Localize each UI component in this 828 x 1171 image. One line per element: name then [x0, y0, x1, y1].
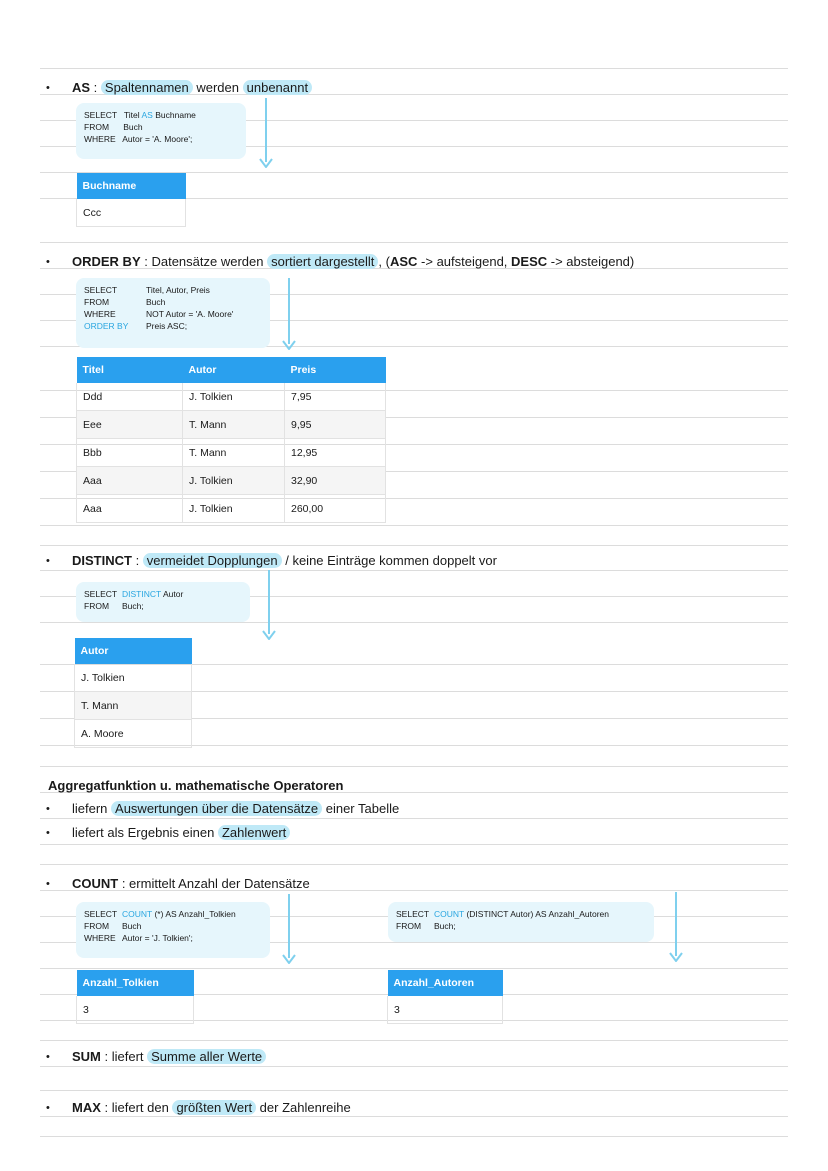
table-cell: 9,95 [285, 411, 386, 439]
sum-keyword: SUM [72, 1049, 101, 1064]
table-row [77, 439, 386, 467]
ruling-line [40, 766, 788, 767]
orderby-heading-line [72, 254, 634, 269]
ruling-line [40, 864, 788, 865]
code-text: (*) AS Anzahl_Tolkien [154, 909, 236, 919]
table-cell: J. Tolkien [183, 467, 285, 495]
table-cell: Aaa [77, 467, 183, 495]
table-header: Autor [75, 638, 192, 664]
code-keyword: FROM [84, 297, 110, 307]
code-text: Autor = 'J. Tolkien'; [122, 933, 193, 943]
count-result-table-1 [76, 970, 194, 1024]
highlight: Auswertungen über die Datensätze [111, 801, 322, 816]
table-cell: J. Tolkien [75, 664, 192, 692]
code-text: Autor = 'A. Moore'; [122, 134, 193, 144]
table-cell: T. Mann [183, 439, 285, 467]
code-keyword: SELECT [84, 909, 118, 919]
highlight: größten Wert [172, 1100, 256, 1115]
orderby-code-block [76, 278, 270, 348]
code-keyword: WHERE [84, 309, 116, 319]
highlight: sortiert dargestellt [267, 254, 378, 269]
down-arrow-icon [259, 98, 273, 170]
text-fragment: einer Tabelle [322, 801, 400, 816]
code-keyword: FROM [84, 601, 110, 611]
code-text: Buch [122, 921, 142, 931]
table-cell: Bbb [77, 439, 183, 467]
table-row [77, 383, 386, 411]
table-cell: 12,95 [285, 439, 386, 467]
table-row [77, 411, 386, 439]
code-text: Titel [123, 110, 140, 120]
table-row [77, 495, 386, 523]
ruling-line [40, 525, 788, 526]
code-text: Autor [162, 589, 184, 599]
text-fragment: / keine Einträge kommen doppelt vor [281, 553, 497, 568]
distinct-keyword: DISTINCT [72, 553, 132, 568]
table-cell: 32,90 [285, 467, 386, 495]
distinct-result-table [74, 638, 192, 748]
count-code-block-2 [388, 902, 654, 942]
ruling-line [40, 818, 788, 819]
down-arrow-icon [669, 892, 683, 964]
sum-line [72, 1049, 266, 1064]
highlight: unbenannt [243, 80, 312, 95]
bullet-point: • [46, 827, 50, 839]
table-header: Buchname [77, 173, 186, 199]
orderby-result-table [76, 357, 386, 523]
ruling-line [40, 545, 788, 546]
ruling-line [40, 968, 788, 969]
code-keyword: SELECT [84, 110, 117, 120]
ruling-line [40, 1066, 788, 1067]
orderby-keyword: ORDER BY [72, 254, 141, 269]
table-cell: Ddd [77, 383, 183, 411]
code-text: Preis ASC; [146, 321, 188, 331]
max-keyword: MAX [72, 1100, 101, 1115]
text-fragment: , ( [378, 254, 390, 269]
as-code-block [76, 103, 246, 159]
table-cell: T. Mann [75, 692, 192, 720]
code-text: Buch; [122, 601, 144, 611]
ruling-line [40, 844, 788, 845]
table-cell: 3 [388, 996, 503, 1024]
ruling-line [40, 622, 788, 623]
table-cell: T. Mann [183, 411, 285, 439]
code-keyword: WHERE [84, 933, 116, 943]
table-cell: A. Moore [75, 720, 192, 748]
table-cell: 260,00 [285, 495, 386, 523]
ruling-line [40, 242, 788, 243]
distinct-heading-line [72, 553, 497, 568]
code-keyword-highlight: ORDER BY [84, 321, 129, 331]
table-cell: Eee [77, 411, 183, 439]
table-cell: J. Tolkien [183, 495, 285, 523]
count-code-block-1 [76, 902, 270, 958]
table-row [75, 720, 192, 748]
bullet-point: • [46, 803, 50, 815]
bullet-point: • [46, 878, 50, 890]
max-line [72, 1100, 351, 1115]
code-text: Buch [146, 297, 166, 307]
down-arrow-icon [282, 894, 296, 966]
text-fragment: : [131, 553, 143, 568]
bullet-point: • [46, 555, 50, 567]
table-header: Autor [183, 357, 285, 383]
as-result-table [76, 173, 186, 227]
code-text: Titel, Autor, Preis [146, 285, 210, 295]
table-cell: J. Tolkien [183, 383, 285, 411]
table-row [75, 692, 192, 720]
asc-keyword: ASC [389, 254, 418, 269]
desc-keyword: DESC [511, 254, 548, 269]
bullet-point: • [46, 1102, 50, 1114]
highlight: Zahlenwert [218, 825, 290, 840]
table-header: Anzahl_Autoren [388, 970, 503, 996]
ruling-line [40, 68, 788, 69]
text-fragment: liefert als Ergebnis einen [72, 825, 218, 840]
code-keyword: SELECT [84, 285, 118, 295]
code-text: (DISTINCT Autor) AS Anzahl_Autoren [466, 909, 609, 919]
ruling-line [40, 1136, 788, 1137]
code-keyword: SELECT [396, 909, 430, 919]
table-row [75, 664, 192, 692]
bullet-point: • [46, 82, 50, 94]
bullet-point: • [46, 256, 50, 268]
code-keyword: FROM [84, 122, 110, 132]
code-text: Buch; [434, 921, 456, 931]
text-fragment: -> absteigend) [547, 254, 635, 269]
down-arrow-icon [262, 570, 276, 642]
table-header: Titel [77, 357, 183, 383]
count-result-table-2 [387, 970, 503, 1024]
code-keyword: FROM [84, 921, 110, 931]
table-cell: Ccc [77, 199, 186, 227]
table-cell: Aaa [77, 495, 183, 523]
down-arrow-icon [282, 278, 296, 352]
text-fragment: der Zahlenreihe [256, 1100, 351, 1115]
code-keyword-highlight: COUNT [434, 909, 465, 919]
count-keyword: COUNT [72, 876, 119, 891]
count-heading-line [72, 876, 310, 891]
as-keyword: AS [72, 80, 91, 95]
highlight: Spaltennamen [101, 80, 193, 95]
text-fragment: -> aufsteigend, [417, 254, 512, 269]
highlight: vermeidet Dopplungen [143, 553, 282, 568]
ruling-line [40, 1116, 788, 1117]
table-header: Preis [285, 357, 386, 383]
table-cell: 7,95 [285, 383, 386, 411]
code-keyword-highlight: COUNT [122, 909, 153, 919]
text-fragment: : liefert [100, 1049, 148, 1064]
code-keyword: SELECT [84, 589, 118, 599]
as-heading-line [72, 80, 312, 95]
ruling-line [40, 570, 788, 571]
table-header: Anzahl_Tolkien [77, 970, 194, 996]
distinct-code-block [76, 582, 250, 622]
code-text: NOT Autor = 'A. Moore' [146, 309, 234, 319]
ruling-line [40, 1090, 788, 1091]
code-text: Buch [123, 122, 143, 132]
code-text: Buchname [155, 110, 196, 120]
bullet-point: • [46, 1051, 50, 1063]
aggregate-bullet-1 [72, 801, 399, 816]
text-fragment: : Datensätze werden [140, 254, 268, 269]
code-keyword-highlight: DISTINCT [122, 589, 162, 599]
code-keyword: WHERE [84, 134, 116, 144]
code-keyword-highlight: AS [141, 110, 153, 120]
ruling-line [40, 1040, 788, 1041]
table-row [77, 467, 386, 495]
table-cell: 3 [77, 996, 194, 1024]
text-fragment: : [90, 80, 101, 95]
code-keyword: FROM [396, 921, 422, 931]
text-fragment: werden [192, 80, 243, 95]
aggregate-heading: Aggregatfunktion u. mathematische Operatoren [48, 778, 344, 793]
highlight: Summe aller Werte [147, 1049, 266, 1064]
text-fragment: : liefert den [100, 1100, 173, 1115]
text-fragment: : ermittelt Anzahl der Datensätze [118, 876, 310, 891]
text-fragment: liefern [72, 801, 112, 816]
aggregate-bullet-2 [72, 825, 290, 840]
